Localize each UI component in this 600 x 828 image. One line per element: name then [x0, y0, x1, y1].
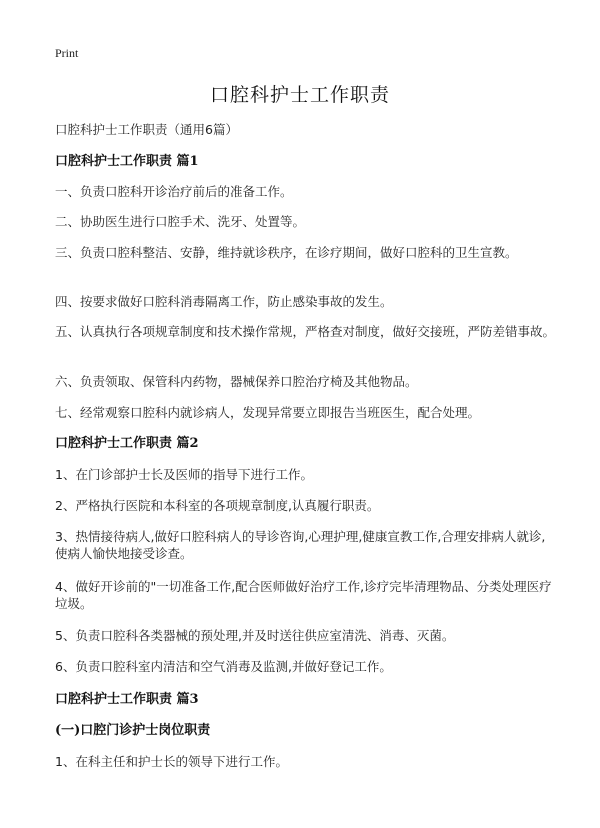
section-2-item-5: 5、负责口腔科各类器械的预处理,并及时送往供应室清洗、消毒、灭菌。 [55, 628, 455, 643]
section-2-item-4: 4、做好开诊前的"一切准备工作,配合医师做好治疗工作,诊疗完毕清理物品、分类处理医疗垃圾。 [55, 579, 552, 611]
section-2-item-2: 2、严格执行医院和本科室的各项规章制度,认真履行职责。 [55, 498, 380, 513]
section-1-item-1: 一、负责口腔科开诊治疗前后的准备工作。 [55, 184, 293, 199]
section-1-item-3: 三、负责口腔科整洁、安静，维持就诊秩序，在诊疗期间，做好口腔科的卫生宣教。 [55, 245, 518, 260]
section-1-item-4: 四、按要求做好口腔科消毒隔离工作，防止感染事故的发生。 [55, 294, 393, 309]
print-link[interactable]: Print [55, 46, 79, 60]
section-1-item-6: 六、负责领取、保管科内药物，器械保养口腔治疗椅及其他物品。 [55, 374, 418, 389]
page-title: 口腔科护士工作职责 [209, 84, 390, 106]
section-1-item-2: 二、协助医生进行口腔手术、洗牙、处置等。 [55, 214, 306, 229]
section-1-item-5: 五、认真执行各项规章制度和技术操作常规，严格查对制度，做好交接班，严防差错事故。 [55, 324, 556, 339]
section-2-item-1: 1、在门诊部护士长及医师的指导下进行工作。 [55, 467, 313, 482]
document-subtitle: 口腔科护士工作职责（通用6篇） [55, 122, 238, 137]
section-2-item-3: 3、热情接待病人,做好口腔科病人的导诊咨询,心理护理,健康宣教工作,合理安排病人就诊,使病人愉快地接受诊查。 [55, 529, 546, 561]
section-1-heading: 口腔科护士工作职责 篇1 [55, 154, 199, 169]
section-3-subheading: (一)口腔门诊护士岗位职责 [55, 723, 211, 738]
section-3-item-1: 1、在科主任和护士长的领导下进行工作。 [55, 754, 288, 769]
section-2-heading: 口腔科护士工作职责 篇2 [55, 436, 199, 451]
section-2-item-6: 6、负责口腔科室内清洁和空气消毒及监测,并做好登记工作。 [55, 659, 392, 674]
section-1-item-7: 七、经常观察口腔科内就诊病人，发现异常要立即报告当班医生，配合处理。 [55, 405, 481, 420]
section-3-heading: 口腔科护士工作职责 篇3 [55, 692, 199, 707]
